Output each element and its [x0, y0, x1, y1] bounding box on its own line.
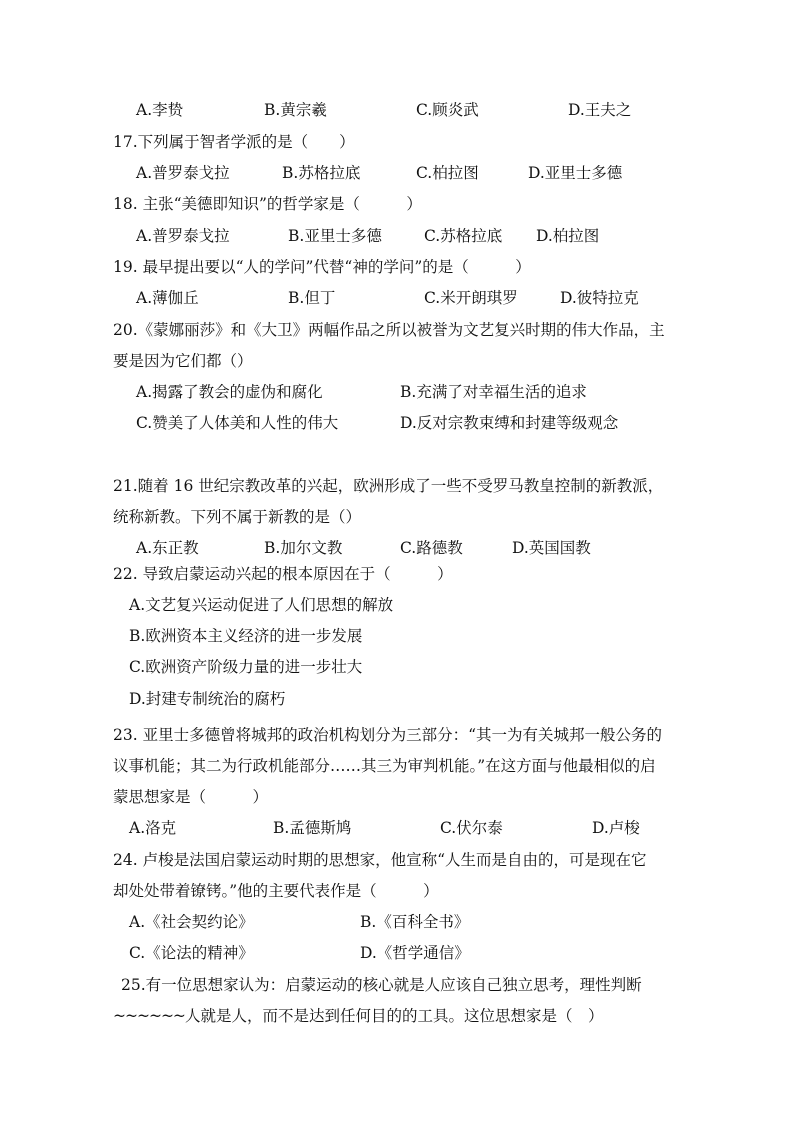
q19-option-a: A.薄伽丘 — [136, 289, 199, 307]
q20-stem-line-2: 要是因为它们都（） — [113, 352, 253, 370]
q19-option-d: D.彼特拉克 — [560, 289, 639, 307]
q17-stem: 17.下列属于智者学派的是（ ） — [113, 133, 355, 151]
q21-option-a: A.东正教 — [136, 539, 199, 557]
q22-option-a: A.文艺复兴运动促进了人们思想的解放 — [129, 596, 394, 614]
q18-option-d: D.柏拉图 — [536, 227, 600, 245]
q16-option-d: D.王夫之 — [568, 101, 632, 119]
q18-option-c: C.苏格拉底 — [424, 227, 503, 245]
q17-option-c: C.柏拉图 — [416, 164, 479, 182]
q16-option-c: C.顾炎武 — [416, 101, 479, 119]
q20-option-c: C.赞美了人体美和人性的伟大 — [136, 414, 339, 432]
q16-option-b: B.黄宗羲 — [264, 101, 327, 119]
q25-squiggle: ~~~~~~ — [113, 1007, 185, 1025]
q24-option-b: B.《百科全书》 — [360, 913, 470, 931]
q22-option-c: C.欧洲资产阶级力量的进一步壮大 — [129, 658, 363, 676]
q19-stem: 19. 最早提出要以“人的学问”代替“神的学问”的是（ ） — [113, 258, 531, 276]
q23-option-b: B.孟德斯鸠 — [273, 819, 352, 837]
q22-option-b: B.欧洲资本主义经济的进一步发展 — [129, 627, 363, 645]
q24-option-a: A.《社会契约论》 — [129, 913, 254, 931]
q18-option-a: A.普罗泰戈拉 — [136, 227, 230, 245]
q20-stem-line-1: 20.《蒙娜丽莎》和《大卫》两幅作品之所以被誉为文艺复兴时期的伟大作品，主 — [113, 321, 665, 339]
q23-stem-line-3: 蒙思想家是（ ） — [113, 788, 269, 806]
q21-stem-line-1: 21.随着 16 世纪宗教改革的兴起，欧洲形成了一些不受罗马教皇控制的新教派， — [113, 477, 664, 495]
q24-stem-line-1: 24. 卢梭是法国启蒙运动时期的思想家，他宣称“人生而是自由的，可是现在它 — [113, 851, 647, 869]
q23-option-d: D.卢梭 — [592, 819, 640, 837]
q22-stem: 22. 导致启蒙运动兴起的根本原因在于（ ） — [113, 565, 453, 583]
q17-option-b: B.苏格拉底 — [282, 164, 361, 182]
q25-stem-line-2-text: 人就是人，而不是达到任何目的的工具。这位思想家是（ ） — [184, 1007, 604, 1025]
q17-option-d: D.亚里士多德 — [528, 164, 623, 182]
q25-stem-line-2 — [113, 1009, 603, 1025]
q20-option-d: D.反对宗教束缚和封建等级观念 — [400, 414, 619, 432]
q20-option-b: B.充满了对幸福生活的追求 — [400, 383, 587, 401]
q20-option-a: A.揭露了教会的虚伪和腐化 — [136, 383, 323, 401]
q23-option-a: A.洛克 — [129, 819, 177, 837]
q18-stem: 18. 主张“美德即知识”的哲学家是（ ） — [113, 195, 422, 213]
q17-option-a: A.普罗泰戈拉 — [136, 164, 230, 182]
q19-option-c: C.米开朗琪罗 — [424, 289, 518, 307]
q19-option-b: B.但丁 — [288, 289, 336, 307]
q21-stem-line-2: 统称新教。下列不属于新教的是（） — [113, 508, 362, 526]
q16-option-a: A.李贽 — [136, 101, 184, 119]
q18-option-b: B.亚里士多德 — [288, 227, 382, 245]
q24-option-c: C.《论法的精神》 — [129, 944, 254, 962]
q22-option-d: D.封建专制统治的腐朽 — [129, 690, 286, 708]
q23-stem-line-1: 23. 亚里士多德曾将城邦的政治机构划分为三部分：“其一为有关城邦一般公务的 — [113, 726, 663, 744]
q24-stem-line-2: 却处处带着镣铐。”他的主要代表作是（ ） — [113, 882, 439, 900]
q21-option-c: C.路德教 — [400, 539, 463, 557]
q23-stem-line-2: 议事机能；其二为行政机能部分……其三为审判机能。”在这方面与他最相似的启 — [113, 757, 656, 775]
q23-option-c: C.伏尔泰 — [440, 819, 503, 837]
q25-stem-line-1: 25.有一位思想家认为：启蒙运动的核心就是人应该自己独立思考，理性判断 — [121, 976, 642, 994]
q21-option-d: D.英国国教 — [512, 539, 591, 557]
q24-option-d: D.《哲学通信》 — [360, 944, 470, 962]
q21-option-b: B.加尔文教 — [264, 539, 343, 557]
